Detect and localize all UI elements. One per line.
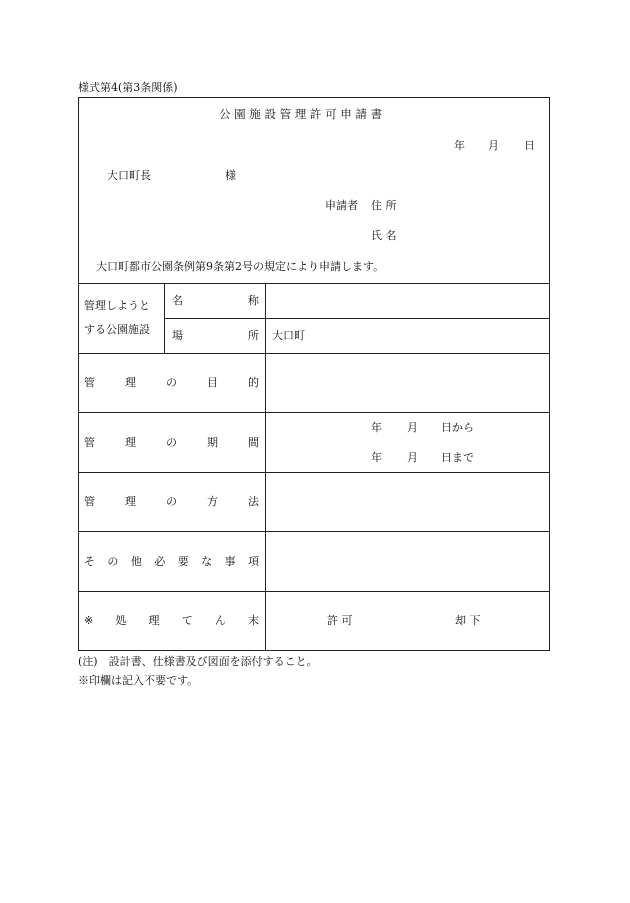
- date-day: 日: [524, 139, 535, 152]
- note-mark: ※印欄は記入不要です。: [78, 674, 199, 687]
- divider: [78, 353, 550, 354]
- divider: [265, 283, 266, 651]
- other-label: そ の 他 必 要 な 事 項: [84, 555, 259, 568]
- divider: [78, 283, 550, 284]
- divider: [78, 472, 550, 473]
- form-number: 様式第4(第3条関係): [78, 81, 178, 94]
- purpose-label: 管 理 の 目 的: [84, 376, 259, 389]
- period-from-month: 月: [407, 421, 418, 434]
- facility-group-label: 管理しようと: [84, 299, 150, 312]
- divider: [164, 318, 550, 319]
- permit-label: 許 可: [327, 614, 353, 627]
- address-label: 住 所: [371, 199, 397, 212]
- period-to-month: 月: [407, 451, 418, 464]
- processing-label: ※ 処 理 て ん 末: [84, 614, 259, 627]
- applicant-label: 申請者: [325, 199, 358, 212]
- note-attachments: (注) 設計書、仕様書及び図面を添付すること。: [78, 655, 318, 668]
- facility-name-label: 名 称: [172, 294, 259, 307]
- divider: [78, 531, 550, 532]
- addressee-name: 大口町長: [107, 169, 151, 182]
- statement: 大口町都市公園条例第9条第2号の規定により申請します。: [96, 260, 385, 273]
- period-from-suffix: 日から: [441, 421, 474, 434]
- divider: [78, 591, 550, 592]
- period-label: 管 理 の 期 間: [84, 436, 259, 449]
- reject-label: 却 下: [455, 614, 481, 627]
- date-year: 年: [454, 139, 465, 152]
- divider: [78, 412, 550, 413]
- facility-place-value: 大口町: [272, 329, 305, 342]
- period-to-suffix: 日まで: [441, 451, 474, 464]
- period-from-year: 年: [371, 421, 382, 434]
- period-to-year: 年: [371, 451, 382, 464]
- addressee-honorific: 様: [225, 169, 236, 182]
- method-label: 管 理 の 方 法: [84, 495, 259, 508]
- form-title: 公 園 施 設 管 理 許 可 申 請 書: [219, 107, 383, 121]
- facility-place-label: 場 所: [172, 329, 259, 342]
- date-month: 月: [488, 139, 499, 152]
- name-label: 氏 名: [371, 229, 397, 242]
- facility-group-label: する公園施設: [84, 323, 150, 336]
- divider: [164, 283, 165, 353]
